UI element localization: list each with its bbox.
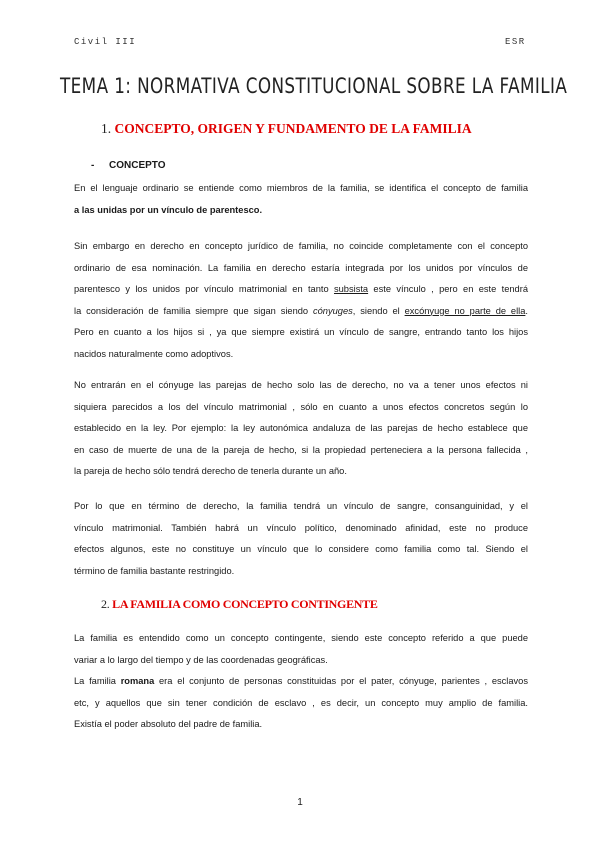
paragraph-line: No entrarán en el cónyuge las parejas de hecho solo las de derecho, no va a tener unos efectos ni xyxy=(74,380,528,390)
paragraph-4 xyxy=(74,496,528,582)
section-2-title: LA FAMILIA COMO CONCEPTO CONTINGENTE xyxy=(112,597,378,611)
paragraph-line: efectos algunos, este no constituye un vínculo que lo considere como familia como tal. Siendo el xyxy=(74,544,528,554)
text-run: era el conjunto de personas constituidas por el pater, cónyuge, parientes , esclavos xyxy=(154,676,529,686)
paragraph-line: la pareja de hecho sólo tendrá derecho de tenerla durante un año. xyxy=(74,466,347,476)
paragraph-line xyxy=(74,279,528,301)
paragraph-line: ordinario de esa nominación. La familia en derecho estaría integrada por los unidos por vínculos de xyxy=(74,262,528,273)
section-2-heading xyxy=(101,597,378,612)
paragraph-line: vínculo matrimonial. También habrá un vínculo político, denominado afinidad, este no produce xyxy=(74,522,528,533)
paragraph-line xyxy=(74,671,528,693)
page-number: 1 xyxy=(297,797,303,808)
paragraph-line: establecido en la ley. Por ejemplo: la ley autonómica andaluza de las parejas de hecho establece que xyxy=(74,423,528,433)
paragraph-line: nacidos naturalmente como adoptivos. xyxy=(74,348,234,359)
paragraph-line: Existía el poder absoluto del padre de familia. xyxy=(74,719,263,729)
section-1-title: CONCEPTO, ORIGEN Y FUNDAMENTO DE LA FAMILIA xyxy=(114,121,472,136)
section-1-heading xyxy=(101,121,472,137)
paragraph-3 xyxy=(74,375,528,483)
paragraph-line: Sin embargo en derecho en concepto jurídico de familia, no coincide completamente con el concepto xyxy=(74,241,528,251)
underlined-phrase: excónyuge no parte de ella xyxy=(404,305,526,316)
italic-term: cónyuges xyxy=(312,305,353,316)
running-header-initials: ESR xyxy=(505,37,526,47)
paragraph-line: La familia es entendido como un concepto contingente, siendo este concepto referido a que puede xyxy=(74,633,528,643)
paragraph-line xyxy=(74,301,528,323)
paragraph-2 xyxy=(74,236,528,365)
paragraph-line: a las unidas por un vínculo de parentesco. xyxy=(74,204,263,215)
paragraph-line: término de familia bastante restringido. xyxy=(74,565,235,576)
paragraph-line: en caso de muerte de una de la pareja de hecho, si la propiedad perteneciera a la persona fallecida , xyxy=(74,444,528,455)
paragraph-line: Pero en cuanto a los hijos si , ya que siempre existirá un vínculo de sangre, entrando tanto los hijos xyxy=(74,327,528,337)
paragraph-line: En el lenguaje ordinario se entiende como miembros de la familia, se identifica el concepto de familia xyxy=(74,183,528,193)
section-1-number: 1. xyxy=(101,121,112,136)
text-run: la consideración de familia siempre que sigan siendo xyxy=(74,305,313,316)
document-title: TEMA 1: NORMATIVA CONSTITUCIONAL SOBRE LA FAMILIA xyxy=(60,74,568,98)
text-run: La familia xyxy=(74,676,121,686)
text-run: . xyxy=(525,305,528,316)
section-2-number: 2. xyxy=(101,597,110,611)
text-run: este vínculo , pero en este tendrá xyxy=(368,284,528,294)
text-run: parentesco y los unidos por vínculo matrimonial en tanto xyxy=(74,284,334,294)
bold-term: romana xyxy=(120,676,155,686)
subheading-bullet: - xyxy=(91,160,95,171)
paragraph-line: Por lo que en término de derecho, la familia tendrá un vínculo de sangre, consanguinidad, y el xyxy=(74,501,528,511)
paragraph-5 xyxy=(74,628,528,736)
text-run: , siendo el xyxy=(352,305,405,316)
paragraph-1 xyxy=(74,178,528,221)
paragraph-line: etc, y aquellos que sin tener condición de esclavo , es decir, un concepto muy amplio de familia. xyxy=(74,697,528,708)
running-header-course: Civil III xyxy=(74,37,137,47)
subheading-concepto xyxy=(91,160,166,171)
paragraph-line: siquiera parecidos a los del vínculo matrimonial , sólo en cuanto a unos efectos concretos según lo xyxy=(74,401,528,412)
paragraph-line: variar a lo largo del tiempo y de las coordenadas geográficas. xyxy=(74,654,328,665)
underlined-term: subsista xyxy=(333,284,369,294)
subheading-label: CONCEPTO xyxy=(109,160,166,171)
